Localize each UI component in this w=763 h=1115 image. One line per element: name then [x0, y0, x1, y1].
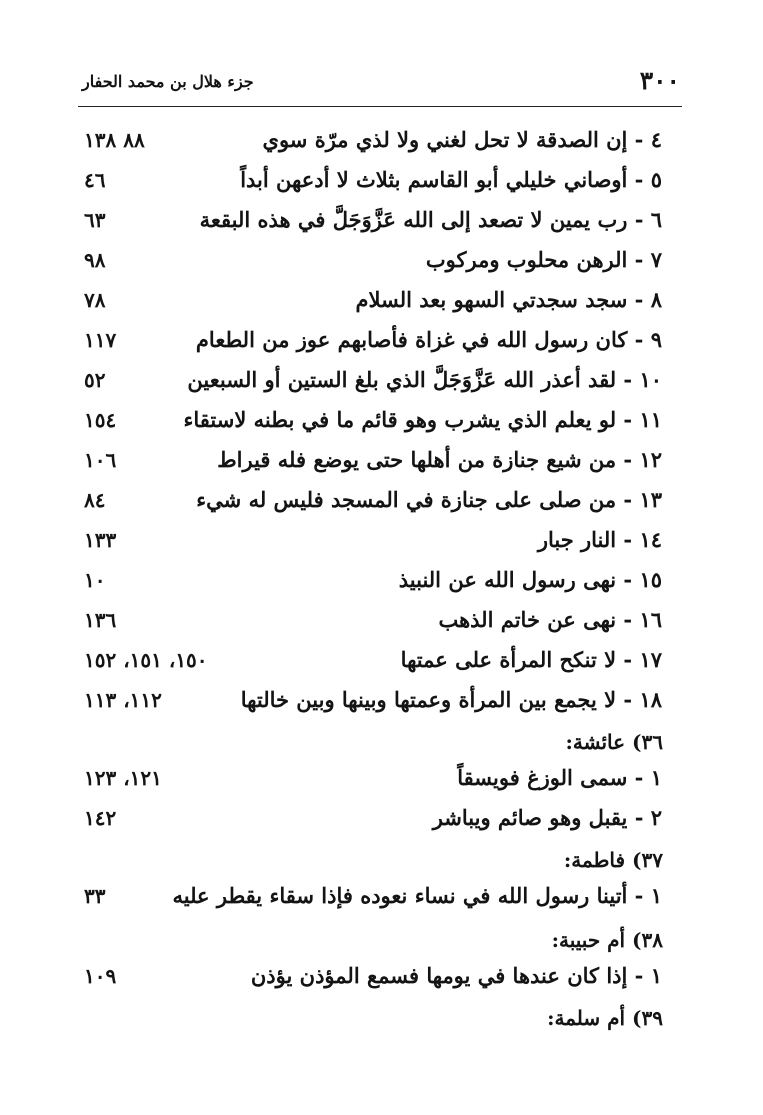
entry-pages: ٩٨: [84, 248, 106, 272]
entry-text: ١٦ - نهى عن خاتم الذهب: [438, 607, 662, 632]
index-entry: [84, 163, 662, 197]
entry-pages: ١٥٤: [84, 408, 117, 432]
entry-pages: ٦٣: [84, 208, 106, 232]
entry-text: ٧ - الرهن محلوب ومركوب: [425, 247, 662, 272]
entry-text: ٦ - رب يمين لا تصعد إلى الله عَزَّوَجَلَّ في هذه البقعة: [199, 207, 662, 232]
entry-pages: ١٠٩: [84, 964, 117, 988]
entry-text: ١٠ - لقد أعذر الله عَزَّوَجَلَّ الذي بلغ الستين أو السبعين: [187, 367, 662, 392]
section-heading-umm-salama: ٣٩) أم سلمة:: [547, 1006, 663, 1030]
header-divider: [78, 106, 682, 107]
index-entry: [84, 323, 662, 357]
index-entry: [84, 683, 662, 717]
index-entry: [84, 643, 662, 677]
entry-pages: ١٠٦: [84, 448, 117, 472]
entry-pages: ٨٨ ١٣٨: [84, 128, 145, 152]
entry-pages: ٥٢: [84, 368, 106, 392]
entry-pages: ١٠: [84, 568, 106, 592]
entry-text: ٢ - يقبل وهو صائم ويباشر: [432, 805, 662, 830]
entry-pages: ١٣٣: [84, 528, 117, 552]
index-entry: [84, 363, 662, 397]
entry-pages: ٤٦: [84, 168, 106, 192]
index-entry: [84, 603, 662, 637]
section-heading-umm-habiba: ٣٨) أم حبيبة:: [551, 928, 663, 952]
book-title: جزء هلال بن محمد الحفار: [82, 72, 254, 91]
index-entry: [84, 761, 662, 795]
entry-pages: ١٣٦: [84, 608, 117, 632]
entry-text: ١١ - لو يعلم الذي يشرب وهو قائم ما في بطنه لاستقاء: [183, 407, 662, 432]
entry-text: ١٥ - نهى رسول الله عن النبيذ: [398, 567, 662, 592]
entry-text: ١٨ - لا يجمع بين المرأة وعمتها وبينها وبين خالتها: [240, 687, 662, 712]
entry-pages: ١١٢، ١١٣: [84, 688, 162, 712]
entry-pages: ٨٤: [84, 488, 106, 512]
entry-text: ١ - سمى الوزغ فويسقاً: [457, 765, 662, 790]
entry-pages: ١٤٢: [84, 806, 117, 830]
index-entry: [84, 801, 662, 835]
entry-pages: ١٢١، ١٢٣: [84, 766, 162, 790]
index-entry: [84, 523, 662, 557]
entry-text: ٨ - سجد سجدتي السهو بعد السلام: [355, 287, 662, 312]
entry-text: ١٧ - لا تنكح المرأة على عمتها: [400, 647, 662, 672]
index-entry: [84, 243, 662, 277]
index-entry: [84, 443, 662, 477]
entry-text: ١٢ - من شيع جنازة من أهلها حتى يوضع فله قيراط: [217, 447, 662, 472]
entry-pages: ٣٣: [84, 884, 106, 908]
index-entry: [84, 283, 662, 317]
index-entry: [84, 879, 662, 913]
index-entry: [84, 959, 662, 993]
entry-text: ٥ - أوصاني خليلي أبو القاسم بثلاث لا أدعهن أبداً: [240, 167, 662, 192]
entry-text: ٩ - كان رسول الله في غزاة فأصابهم عوز من الطعام: [195, 327, 662, 352]
index-entry: [84, 203, 662, 237]
index-entry: [84, 483, 662, 517]
index-entry: [84, 123, 662, 157]
entry-pages: ٧٨: [84, 288, 106, 312]
section-heading-aisha: ٣٦) عائشة:: [565, 730, 663, 754]
entry-text: ١ - أتينا رسول الله في نساء نعوده فإذا سقاء يقطر عليه: [172, 883, 662, 908]
entry-text: ١ - إذا كان عندها في يومها فسمع المؤذن يؤذن: [250, 963, 662, 988]
entry-text: ٤ - إن الصدقة لا تحل لغني ولا لذي مرّة سوي: [262, 127, 662, 152]
index-entry: [84, 563, 662, 597]
page-number: ٣٠٠: [639, 66, 680, 95]
entry-text: ١٤ - النار جبار: [537, 527, 662, 552]
index-entry: [84, 403, 662, 437]
entry-pages: ١٥٠، ١٥١، ١٥٢: [84, 648, 208, 672]
running-head: [78, 62, 680, 102]
section-heading-fatima: ٣٧) فاطمة:: [563, 848, 663, 872]
entry-text: ١٣ - من صلى على جنازة في المسجد فليس له شيء: [196, 487, 662, 512]
entry-pages: ١١٧: [84, 328, 117, 352]
